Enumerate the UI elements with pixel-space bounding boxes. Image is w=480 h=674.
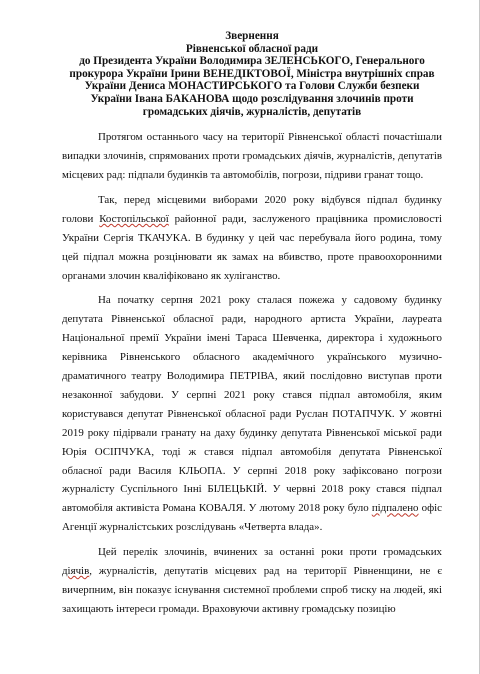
document-title [62,30,442,118]
title-line: Рівненської обласної ради [185,42,319,55]
title-line: України Дениса МОНАСТИРСЬКОГО та Голови Служби безпеки [84,80,420,93]
spellcheck-underlined-word[interactable]: діячів [62,565,90,578]
paragraph-2 [62,191,442,286]
document-body [62,128,442,619]
paragraph-text: районної ради, заслуженого працівника промисловості України Сергія ТКАЧУКА. В будинку у цей час перебувала його родина, тому цей підпал можна розцінювати як замах на вбивство, проте правоохоронними органами злочин кваліфіковано як хуліганство. [62,212,442,282]
paragraph-4 [62,543,442,619]
title-line: прокурора України Ірини ВЕНЕДІКТОВОЇ, Міністра внутрішніх справ [69,67,435,80]
paragraph-1 [62,128,442,185]
paragraph-text: На початку серпня 2021 року сталася пожежа у садовому будинку депутата Рівненської обласної ради, народного артиста України, лауреата Національної премії України імені Тараса Шевченка, директора і художнього керівника Рівненського обласного академічного українського музично-драматичного театру Володимира ПЕТРІВА, який послідовно виступав проти незаконної забудови. У серпні 2021 року стався підпал автомобіля, яким користувався депутат Рівненської обласної ради Руслан ПОТАПЧУК. У жовтні 2019 року підірвали гранату на даху будинку депутата Рівненської міської ради Юрія ОСІПЧУКА, тоді ж стався підпал автомобіля депутата Рівненської обласної ради Василя КЛЬОПА. У серпні 2018 року зафіксовано погрози журналісту Суспільного Інні БІЛЕЦЬКІЙ. У червні 2018 року стався підпал автомобіля активіста Романа КОВАЛЯ. У лютому 2018 року було [62,294,442,515]
title-line: Звернення [225,30,279,42]
paragraph-text: Цей перелік злочинів, вчинених за останні роки проти громадських [98,546,442,559]
title-line: громадських діячів, журналістів, депутатів [142,105,362,118]
paragraph-3 [62,291,442,537]
title-line: до Президента України Володимира ЗЕЛЕНСЬКОГО, Генерального [79,55,425,68]
spellcheck-underlined-word[interactable]: підпалено [371,502,419,515]
paragraph-text: , журналістів, депутатів місцевих рад на території Рівненщини, не є вичерпним, він показує існування системної проблеми спроб тиску на людей, які захищають інтереси громади. Враховуючи активну громадську позицію [62,565,442,615]
paragraph-text: Протягом останнього часу на території Рівненської області почастішали випадки злочинів, спрямованих проти громадських діячів, журналістів, депутатів місцевих рад: підпали будинків та автомобілів, погрози, підриви гранат тощо. [62,131,442,181]
spellcheck-underlined-word[interactable]: Костопільської [99,212,169,225]
paragraph-text: офіс Агенції журналістських розслідувань «Четверта влада». [62,502,442,534]
paragraph-text: Так, перед місцевими виборами 2020 року відбувся підпал будинку голови [62,193,442,225]
title-line: України Івана БАКАНОВА щодо розслідування злочинів проти [90,92,414,105]
